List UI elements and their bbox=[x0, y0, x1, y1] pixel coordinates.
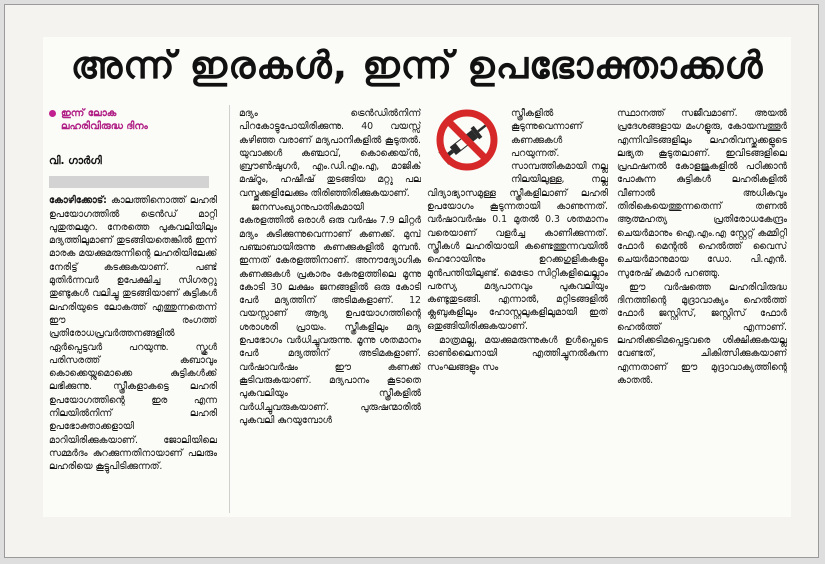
paragraph: മദ്യം ട്രെൻഡിൽനിന്ന് പിറകോട്ടുപോയിരിക്കുന്നു. 40 വയസ്സ് കഴിഞ്ഞ വരാണ് മദ്യപാനികളിൽ കൂടുതൽ. യുവാക്കൾ കഞ്ചാവ്, കൊക്കെയ്ൻ, ബ്രൗൺഷുഗർ, എം.ഡി.എം.എ, മാജിക് മഷ്റൂം, ഹഷീഷ് തുടങ്ങിയ മറ്റു പല വസ്തുക്കളിലേക്കും തിരിഞ്ഞിരിക്കുകയാണ്. bbox=[239, 108, 421, 199]
article-column-3 bbox=[427, 107, 608, 462]
headline: അന്ന് ഇരകൾ, ഇന്ന് ഉപഭോക്താക്കൾ bbox=[70, 43, 764, 87]
newspaper-clipping bbox=[43, 37, 791, 517]
paragraph: സ്ത്രീകളിൽ കൂടുന്നുവെന്നാണ് കണക്കുകൾ പറയുന്നത്. സാമ്പത്തികമായി നല്ല നിലയിലുള്ള, നല്ല വിദ്യാഭ്യാസമുള്ള സ്ത്രീകളിലാണ് ലഹരി ഉപയോഗം കൂടുന്നതായി കാണുന്നത്. വർഷാവർഷം 0.1 മുതൽ 0.3 ശതമാനം വരെയാണ് വളർച്ച കാണിക്കുന്നത്. സ്ത്രീകൾ ലഹരിയായി കണ്ടെത്തുന്നവയിൽ ഹെറോയിനും ഉറക്കഗുളികകളും മുൻപന്തിയിലുണ്ട്. മെട്രോ സിറ്റികളിലെല്ലാം പരസ്യ മദ്യപാനവും പുകവലിയും കണ്ടുതുടങ്ങി. എന്നാൽ, മറ്റിടങ്ങളിൽ ക്ലബുകളിലും ഹോസ്റ്റലുകളിലുമായി ഇത് ഒതുങ്ങിയിരിക്കുകയാണ്. bbox=[427, 108, 608, 332]
bullet-dot-icon bbox=[49, 110, 56, 117]
no-drugs-icon bbox=[427, 107, 507, 175]
byline: വി. ഗാർഗി bbox=[49, 155, 102, 167]
article-column-4 bbox=[617, 107, 787, 437]
tag-line-1: ഇന്ന് ലോക bbox=[61, 108, 117, 119]
dateline: കോഴിക്കോട്: bbox=[49, 195, 107, 207]
paragraph: ഈ വർഷത്തെ ലഹരിവിരുദ്ധ ദിനത്തിന്റെ മുദ്രാവാക്യം ഹെൽത്ത് ഫോർ ജസ്റ്റിസ്, ജസ്റ്റിസ് ഫോർ ഹെൽത്ത് എന്നാണ്. ലഹരിക്കടിമപ്പെട്ടവരെ ശിക്ഷിക്കുകയല്ല വേണ്ടത്, ചികിത്സിക്കുകയാണ് എന്നതാണ് ഈ മുദ്രാവാക്യത്തിന്റെ കാതൽ. bbox=[617, 281, 787, 386]
paragraph: മാത്രമല്ല, മയക്കുമരുന്നുകൾ ഉൾപ്പെടെ ഓൺലൈനായി എത്തിച്ചുനൽകുന്ന സംഘങ്ങളും സം bbox=[427, 335, 608, 373]
article-column-2 bbox=[239, 107, 421, 512]
paragraph: ജനസംഖ്യാനുപാതികമായി കേരളത്തിൽ ഒരാൾ ഒരു വർഷം 7.9 ലിറ്റർ മദ്യം കുടിക്കുന്നുവെന്നാണ് കണക്ക്. മുമ്പ് പഞ്ചാബായിരുന്നു കണക്കുകളിൽ മുമ്പൻ. ഇന്നത് കേരളത്തിനാണ്. അനൗദ്യോഗിക കണക്കുകൾ പ്രകാരം കേരളത്തിലെ മൂന്നു കോടി 30 ലക്ഷം ജനങ്ങളിൽ ഒരു കോടി പേർ മദ്യത്തിന് അടിമകളാണ്. 12 വയസ്സാണ് ആദ്യ ഉപയോഗത്തിന്റെ ശരാശരി പ്രായം. സ്ത്രീകളിലും മദ്യ ഉപഭോഗം വർധിച്ചുവരുന്നു. മൂന്നു ശതമാനം പേർ മദ്യത്തിന് അടിമകളാണ്. വർഷാവർഷം ഈ കണക്ക് കൂടിവരുകയാണ്. മദ്യപാനം കൂടാതെ പുകവലിയും സ്ത്രീകളിൽ വർധിച്ചുവരുകയാണ്. പുരുഷന്മാരിൽ പുകവലി കുറയുമ്പോൾ bbox=[239, 202, 421, 426]
paragraph-text: കാലത്തിനൊത്ത് ലഹരി ഉപയോഗത്തിൽ ട്രെൻഡ് മാറ്റി പുതുതലമുറ. നേരത്തെ പുകവലിയിലും മദ്യത്തിലുമാണ് തുടങ്ങിയതെങ്കിൽ ഇന്ന് മാരക മയക്കുമരുന്നിന്റെ ലഹരിയിലേക്ക് നേരിട്ട് കടക്കുകയാണ്. പണ്ട് മുതിർന്നവർ ഉപേക്ഷിച്ച സിഗരറ്റു തുണ്ടുകൾ വലിച്ചു തുടങ്ങിയാണ് കുട്ടികൾ ലഹരിയുടെ ലോകത്ത് എത്തുന്നതെന്ന് ഈ രംഗത്ത് പ്രതിരോധപ്രവർത്തനങ്ങളിൽ ഏർപ്പെട്ടവർ പറയുന്നു. സ്കൂൾ പരിസരത്ത് കബാവും കൊക്കെയ്നുമൊക്കെ കുട്ടികൾക്ക് ലഭിക്കുന്നു. സ്ത്രീകളാകട്ടെ ലഹരി ഉപയോഗത്തിന്റെ ഇര എന്ന നിലയിൽനിന്ന് ലഹരി ഉപഭോക്താക്കളായി മാറിയിരിക്കുകയാണ്. ജോലിയിലെ സമ്മർദം കുറക്കുന്നതിനായാണ് പലരും ലഹരിയെ കൂട്ടുപിടിക്കുന്നത്. bbox=[49, 195, 217, 473]
redacted-bar bbox=[49, 176, 209, 188]
paragraph: സ്ഥാനത്ത് സജീവമാണ്. അയൽ പ്രദേശങ്ങളായ മംഗളൂരു, കോയമ്പത്തൂർ എന്നിവിടങ്ങളിലും ലഹരിവസ്തുക്കളുടെ ലഭ്യത കൂടുതലാണ്. ഇവിടങ്ങളിലെ പ്രഫഷനൽ കോളജുകളിൽ പഠിക്കാൻ പോകുന്ന കുട്ടികൾ ലഹരികളിൽ വീണാൽ അധികവും തിരികെയെത്തുന്നതെന്ന് തണൽ ആത്മഹത്യ പ്രതിരോധകേന്ദ്രം ചെയർമാനും ഐ.എം.എ സ്റ്റേറ്റ് കമ്മിറ്റി ഫോർ മെന്റൽ ഹെൽത്ത് വൈസ് ചെയർമാനുമായ ഡോ. പി.എൻ. സുരേഷ് കുമാർ പറഞ്ഞു. bbox=[617, 108, 787, 279]
tag-line-2: ലഹരിവിരുദ്ധ ദിനം bbox=[61, 121, 148, 132]
image-frame bbox=[4, 4, 819, 558]
day-tag bbox=[49, 107, 217, 133]
article-column-1 bbox=[49, 107, 217, 517]
column-divider bbox=[229, 105, 230, 513]
lead-paragraph bbox=[49, 194, 217, 473]
